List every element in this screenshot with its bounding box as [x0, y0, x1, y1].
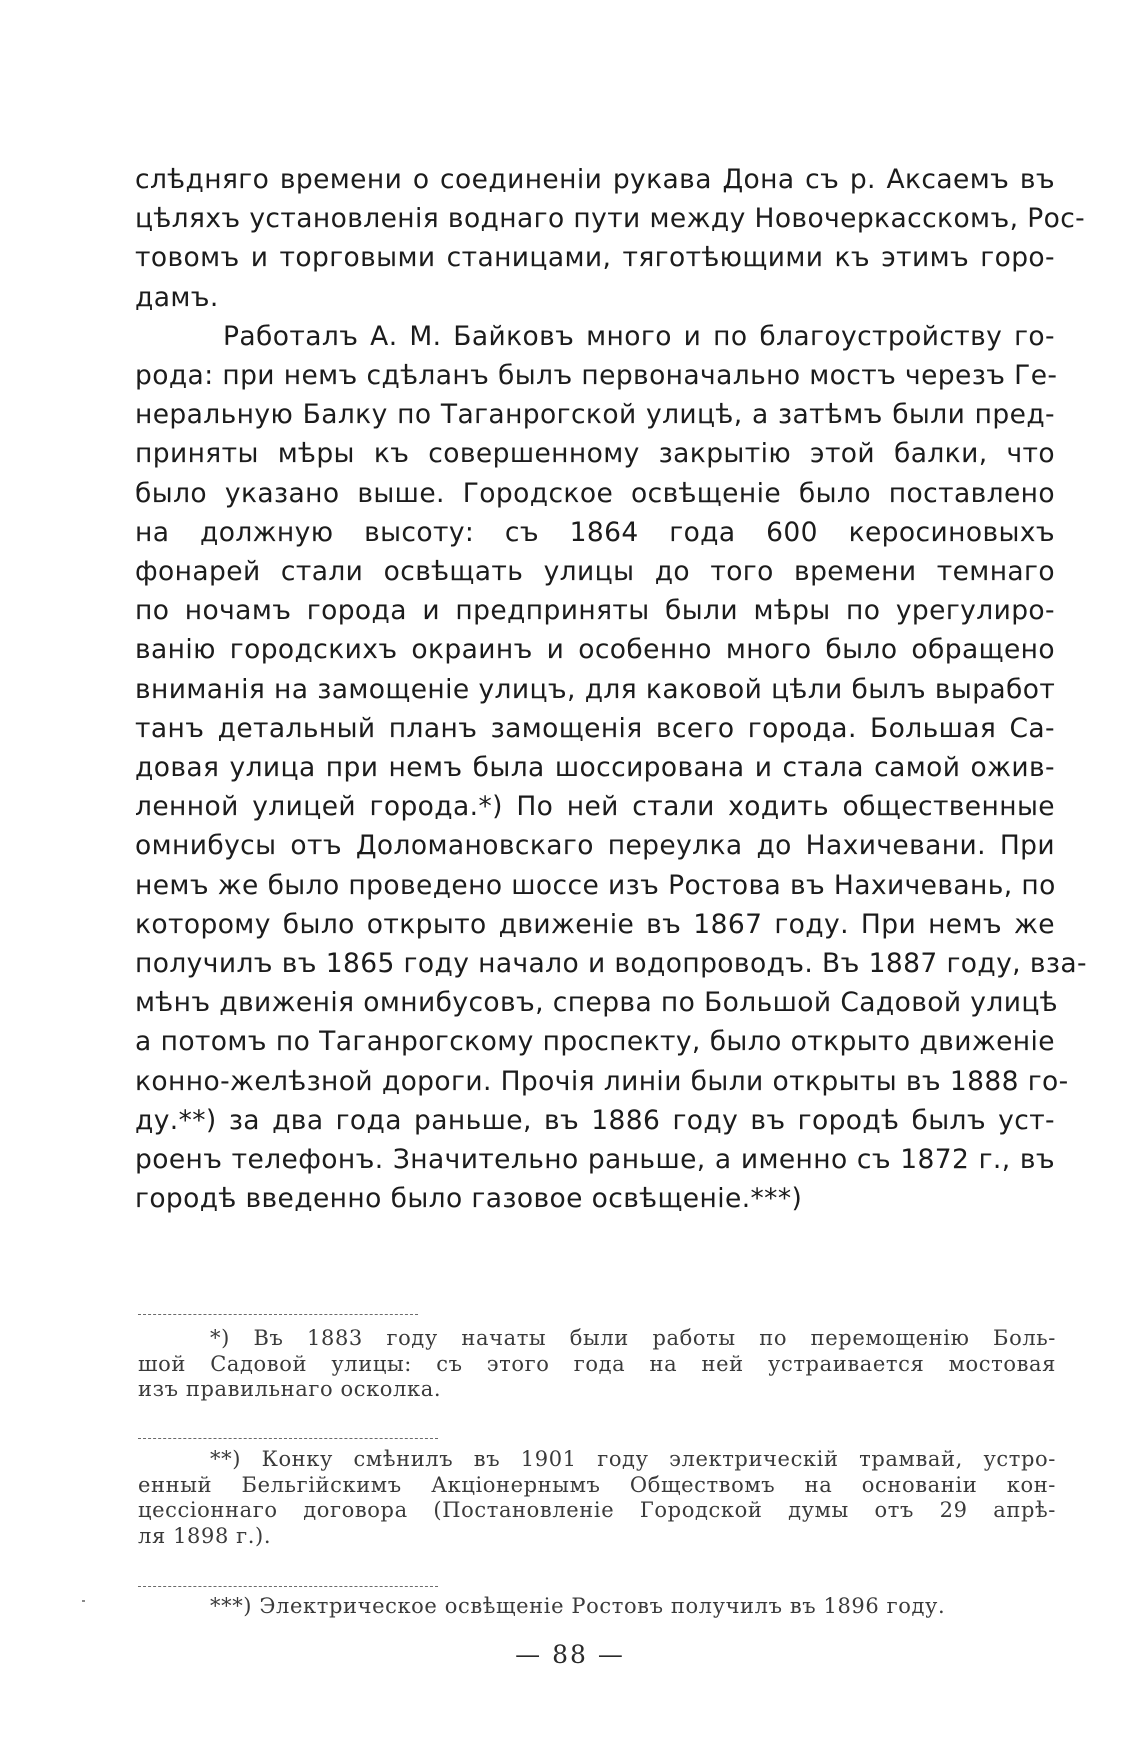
- text-line: фонарей стали освѣщать улицы до того времени темнаго: [135, 556, 1055, 588]
- text-line: рода: при немъ сдѣланъ былъ первоначально мостъ черезъ Ге-: [135, 360, 1058, 392]
- text-line: приняты мѣры къ совершенному закрытію этой балки, что: [135, 438, 1055, 470]
- text-line: ванію городскихъ окраинъ и особенно много было обращено: [135, 634, 1055, 666]
- text-line: по ночамъ города и предприняты были мѣры по урегулиро-: [135, 595, 1055, 627]
- text-line: цѣляхъ установленія воднаго пути между Новочеркасскомъ, Рос-: [135, 203, 1086, 235]
- text-line: вниманія на замощеніе улицъ, для каковой цѣли былъ выработ: [135, 673, 1056, 705]
- text-line: неральную Балку по Таганрогской улицѣ, а затѣмъ были пред-: [135, 399, 1055, 431]
- text-line: городѣ введенно было газовое освѣщеніе.***): [135, 1183, 803, 1215]
- text-line: ду.**) за два года раньше, въ 1886 году въ городѣ былъ уст-: [135, 1104, 1055, 1136]
- text-line: которому было открыто движеніе въ 1867 году. При немъ же: [135, 908, 1055, 940]
- text-line: на должную высоту: съ 1864 года 600 керосиновыхъ: [135, 516, 1055, 548]
- text-line: мѣнъ движенія омнибусовъ, сперва по Большой Садовой улицѣ: [135, 987, 1058, 1019]
- text-line: Работалъ А. М. Байковъ много и по благоустройству го-: [223, 320, 1055, 352]
- text-line: а потомъ по Таганрогскому проспекту, было открыто движеніе: [135, 1026, 1055, 1058]
- text-line: получилъ въ 1865 году начало и водопроводъ. Въ 1887 году, вза-: [135, 948, 1087, 980]
- text-line: было указано выше. Городское освѣщеніе было поставлено: [135, 477, 1055, 509]
- text-line: роенъ телефонъ. Значительно раньше, а именно съ 1872 г., въ: [135, 1144, 1055, 1176]
- page-number: — 88 —: [515, 1640, 625, 1669]
- footnote-3: [138, 1594, 1056, 1620]
- text-line: товомъ и торговыми станицами, тяготѣющими къ этимъ горо-: [135, 242, 1055, 274]
- main-text: [135, 160, 1087, 1218]
- footnote-rule: [138, 1314, 418, 1315]
- footnote-1: [138, 1326, 1056, 1403]
- text-line: немъ же было проведено шоссе изъ Ростова въ Нахичевань, по: [135, 869, 1056, 901]
- footnote-line: **) Конку смѣнилъ въ 1901 году электрическій трамвай, устро-: [210, 1447, 1056, 1471]
- text-line: танъ детальный планъ замощенія всего города. Большая Са-: [135, 712, 1055, 744]
- footnote-line: ля 1898 г.).: [138, 1523, 272, 1548]
- text-line: конно-желѣзной дороги. Прочія линіи были открыты въ 1888 го-: [135, 1065, 1069, 1097]
- footnote-rule: [138, 1438, 438, 1439]
- text-line: довая улица при немъ была шоссирована и стала самой ожив-: [135, 752, 1055, 784]
- footnote-2: [138, 1447, 1056, 1549]
- footnote-line: изъ правильнаго осколка.: [138, 1377, 442, 1401]
- footnote-line: енный Бельгійскимъ Акціонернымъ Обществомъ на основаніи кон-: [138, 1472, 1056, 1497]
- footnote-line: шой Садовой улицы: съ этого года на ней устраивается мостовая: [138, 1351, 1056, 1376]
- footnote-line: цессіоннаго договора (Постановленіе Городской думы отъ 29 апрѣ-: [138, 1498, 1056, 1522]
- text-line: слѣдняго времени о соединеніи рукава Дона съ р. Аксаемъ въ: [135, 164, 1055, 195]
- text-line: дамъ.: [135, 281, 219, 313]
- footnote-line: ***) Электрическое освѣщеніе Ростовъ получилъ въ 1896 году.: [210, 1594, 946, 1618]
- text-line: ленной улицей города.*) По ней стали ходить общественные: [135, 791, 1055, 823]
- scan-speck: [82, 1600, 85, 1602]
- footnote-rule: [138, 1586, 438, 1587]
- text-line: омнибусы отъ Доломановскаго переулка до Нахичевани. При: [135, 830, 1055, 862]
- footnote-line: *) Въ 1883 году начаты были работы по перемощенію Боль-: [210, 1326, 1056, 1350]
